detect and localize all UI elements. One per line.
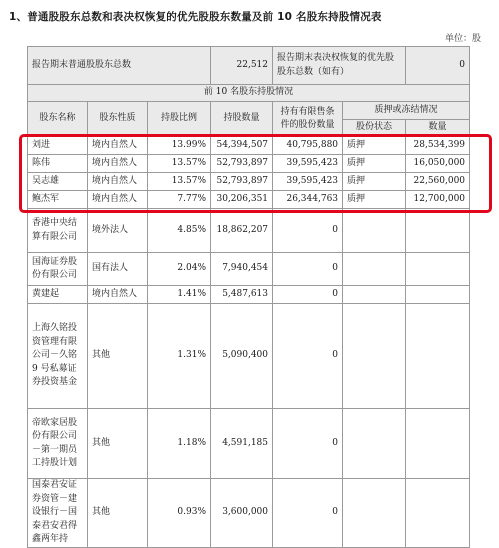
holder-restricted: 40,795,880 <box>273 137 343 155</box>
holder-name: 黄建起 <box>28 286 88 304</box>
col-header-ratio: 持股比例 <box>148 102 211 137</box>
col-header-name: 股东名称 <box>28 102 88 137</box>
document-title: 1、普通股股东总数和表决权恢复的优先股股东数量及前 10 名股东持股情况表 <box>9 11 382 23</box>
holder-nature: 境内自然人 <box>88 191 148 209</box>
holder-pledge-status <box>343 253 406 286</box>
table-row <box>28 253 470 286</box>
holder-pledge-quantity <box>406 253 470 286</box>
table-row <box>28 286 470 304</box>
holder-restricted: 0 <box>273 479 343 548</box>
holder-name: 国海证券股份有限公司 <box>28 253 88 286</box>
holder-name: 陈伟 <box>28 155 88 173</box>
holder-restricted: 0 <box>273 409 343 479</box>
holder-quantity: 5,487,613 <box>211 286 273 304</box>
holder-name: 国泰君安证券资管－建设银行－国泰君安君得鑫两年持 <box>28 479 88 548</box>
holder-pledge-quantity: 16,050,000 <box>406 155 470 173</box>
holder-pledge-status <box>343 209 406 253</box>
holder-nature: 国有法人 <box>88 253 148 286</box>
holder-ratio: 1.41% <box>148 286 211 304</box>
holder-restricted: 39,595,423 <box>273 173 343 191</box>
holder-ratio: 4.85% <box>148 209 211 253</box>
holder-pledge-status: 质押 <box>343 191 406 209</box>
holder-pledge-quantity <box>406 409 470 479</box>
holder-nature: 其他 <box>88 409 148 479</box>
holder-ratio: 7.77% <box>148 191 211 209</box>
holder-quantity: 18,862,207 <box>211 209 273 253</box>
holder-quantity: 5,090,400 <box>211 304 273 409</box>
holder-pledge-quantity <box>406 286 470 304</box>
holder-name: 香港中央结算有限公司 <box>28 209 88 253</box>
holder-nature: 境内自然人 <box>88 173 148 191</box>
preferred-holders-label: 报告期末表决权恢复的优先股股东总数（如有） <box>273 47 406 85</box>
holder-name: 鲍杰军 <box>28 191 88 209</box>
holder-quantity: 54,394,507 <box>211 137 273 155</box>
holder-ratio: 2.04% <box>148 253 211 286</box>
holder-nature: 其他 <box>88 479 148 548</box>
col-header-nature: 股东性质 <box>88 102 148 137</box>
holder-ratio: 13.99% <box>148 137 211 155</box>
holder-pledge-status <box>343 286 406 304</box>
holder-name: 帝欧家居股份有限公司－第一期员工持股计划 <box>28 409 88 479</box>
shareholder-table <box>27 46 470 548</box>
holder-ratio: 1.31% <box>148 304 211 409</box>
holder-restricted: 39,595,423 <box>273 155 343 173</box>
holder-ratio: 0.93% <box>148 479 211 548</box>
holder-nature: 境内自然人 <box>88 155 148 173</box>
table-row <box>28 173 470 191</box>
common-holders-label: 报告期末普通股股东总数 <box>28 47 211 85</box>
holder-pledge-status: 质押 <box>343 173 406 191</box>
table-row <box>28 409 470 479</box>
preferred-holders-value: 0 <box>406 47 470 85</box>
holder-quantity: 3,600,000 <box>211 479 273 548</box>
holder-quantity: 4,591,185 <box>211 409 273 479</box>
holder-pledge-quantity <box>406 209 470 253</box>
table-row <box>28 191 470 209</box>
holder-pledge-quantity: 22,560,000 <box>406 173 470 191</box>
table-row <box>28 304 470 409</box>
holder-quantity: 52,793,897 <box>211 173 273 191</box>
holder-nature: 其他 <box>88 304 148 409</box>
holder-pledge-status <box>343 479 406 548</box>
header-row <box>28 102 470 120</box>
holder-name: 上海久铭投资管理有限公司－久铭 9 号私募证券投资基金 <box>28 304 88 409</box>
holder-restricted: 0 <box>273 304 343 409</box>
holder-restricted: 0 <box>273 253 343 286</box>
holder-pledge-quantity: 12,700,000 <box>406 191 470 209</box>
holder-quantity: 52,793,897 <box>211 155 273 173</box>
holder-pledge-quantity <box>406 479 470 548</box>
table-row <box>28 155 470 173</box>
table-row <box>28 209 470 253</box>
holder-restricted: 0 <box>273 286 343 304</box>
col-header-pledge-quantity: 数量 <box>406 120 470 137</box>
table-row <box>28 479 470 548</box>
holder-ratio: 1.18% <box>148 409 211 479</box>
holder-pledge-quantity <box>406 304 470 409</box>
common-holders-value: 22,512 <box>211 47 273 85</box>
col-header-quantity: 持股数量 <box>211 102 273 137</box>
holder-pledge-status: 质押 <box>343 155 406 173</box>
table-row <box>28 137 470 155</box>
section-row <box>28 85 470 102</box>
holder-quantity: 7,940,454 <box>211 253 273 286</box>
holder-nature: 境内自然人 <box>88 137 148 155</box>
holder-restricted: 26,344,763 <box>273 191 343 209</box>
section-label: 前 10 名股东持股情况 <box>28 85 470 102</box>
holder-name: 刘进 <box>28 137 88 155</box>
holder-nature: 境内自然人 <box>88 286 148 304</box>
unit-label: 单位：股 <box>444 34 481 44</box>
holder-pledge-status <box>343 304 406 409</box>
holder-pledge-status <box>343 409 406 479</box>
holder-nature: 境外法人 <box>88 209 148 253</box>
col-header-restricted: 持有有限售条件的股份数量 <box>273 102 343 137</box>
holder-name: 吴志雄 <box>28 173 88 191</box>
col-header-pledge-status: 股份状态 <box>343 120 406 137</box>
holder-pledge-status: 质押 <box>343 137 406 155</box>
holder-pledge-quantity: 28,534,399 <box>406 137 470 155</box>
holder-restricted: 0 <box>273 209 343 253</box>
col-header-pledge-group: 质押或冻结情况 <box>343 102 470 120</box>
summary-row <box>28 47 470 85</box>
holder-rows <box>28 137 470 548</box>
holder-ratio: 13.57% <box>148 173 211 191</box>
holder-ratio: 13.57% <box>148 155 211 173</box>
holder-quantity: 30,206,351 <box>211 191 273 209</box>
